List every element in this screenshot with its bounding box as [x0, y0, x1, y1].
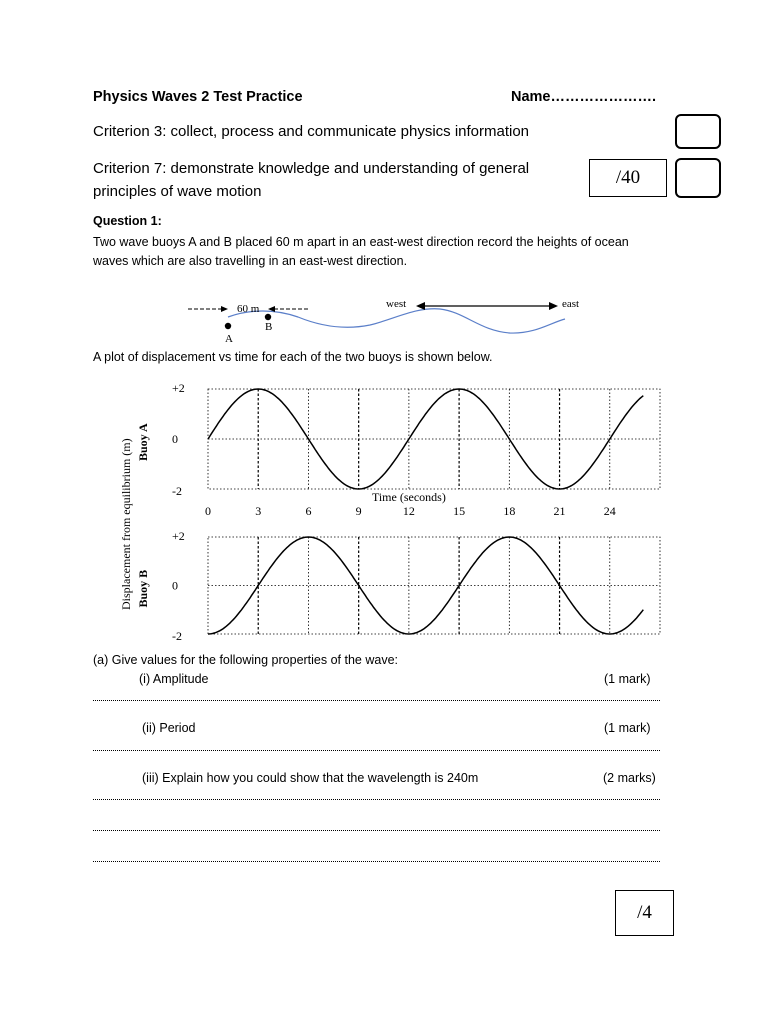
criterion-3-mark-box[interactable]: [675, 114, 721, 149]
buoy-a-y-label: Buoy A: [136, 423, 150, 461]
answer-line-period[interactable]: [93, 750, 660, 751]
answer-line-wavelength-1[interactable]: [93, 799, 660, 800]
part-a-score-box: /4: [615, 890, 674, 936]
distance-arrowhead-left: [221, 306, 228, 312]
buoy-b-y-tick-0: +2: [172, 529, 185, 543]
x-tick-12: 12: [402, 504, 415, 518]
part-a-prompt: (a) Give values for the following properties of the wave:: [93, 653, 399, 667]
question-1-intro: Two wave buoys A and B placed 60 m apart in an east-west direction record the heights of ocean waves which are also travelling in an east-west direction.: [93, 235, 629, 268]
name-field-label: Name………………….: [511, 89, 657, 105]
x-tick-21: 21: [553, 504, 566, 518]
part-a-iii-label: (iii) Explain how you could show that the wavelength is 240m: [142, 771, 479, 785]
buoy-b-y-tick-1: 0: [172, 578, 178, 593]
buoy-a-y-tick-1: 0: [172, 432, 178, 446]
part-a-ii-marks: (1 mark): [604, 721, 651, 735]
criterion-3-text: Criterion 3: collect, process and communicate physics information: [93, 123, 530, 140]
plot-caption: A plot of displacement vs time for each of the two buoys is shown below.: [93, 350, 493, 364]
answer-line-wavelength-3[interactable]: [93, 861, 660, 862]
ocean-wave-line: [228, 309, 565, 333]
buoy-b-marker: [265, 314, 271, 320]
x-tick-6: 6: [305, 504, 312, 518]
total-score-box: /40: [589, 159, 667, 197]
distance-label: 60 m: [237, 303, 260, 315]
page-title: Physics Waves 2 Test Practice: [93, 89, 303, 105]
buoy-a-y-tick-0: +2: [172, 381, 185, 395]
x-tick-3: 3: [255, 504, 262, 518]
buoy-a-marker: [225, 323, 231, 329]
buoy-b-y-label: Buoy B: [136, 569, 150, 608]
east-label: east: [562, 298, 580, 310]
part-a-i-marks: (1 mark): [604, 672, 651, 686]
answer-line-wavelength-2[interactable]: [93, 830, 660, 831]
shared-y-axis-label: Displacement from equilibrium (m): [119, 438, 133, 610]
part-a-iii-marks: (2 marks): [603, 771, 656, 785]
displacement-time-graphs: [100, 372, 680, 647]
question-1-heading: Question 1:: [93, 214, 162, 228]
x-tick-24: 24: [603, 504, 616, 518]
x-tick-9: 9: [355, 504, 362, 518]
criterion-7-mark-box[interactable]: [675, 158, 721, 198]
part-a-ii-label: (ii) Period: [142, 721, 196, 735]
east-arrowhead: [549, 302, 558, 310]
buoy-b-y-tick-2: -2: [172, 629, 182, 643]
x-tick-0: 0: [205, 504, 211, 518]
criterion-7-text: Criterion 7: demonstrate knowledge and understanding of general principles of wave motion: [93, 160, 530, 200]
buoy-b-label: B: [265, 321, 273, 333]
x-axis-label: Time (seconds): [371, 490, 446, 504]
part-a-i-label: (i) Amplitude: [139, 672, 209, 686]
buoy-diagram: [180, 295, 600, 350]
answer-line-amplitude[interactable]: [93, 700, 660, 701]
west-label: west: [386, 298, 407, 310]
x-tick-15: 15: [453, 504, 466, 518]
buoy-a-y-tick-2: -2: [172, 484, 182, 498]
buoy-a-label: A: [225, 333, 233, 345]
x-tick-18: 18: [503, 504, 516, 518]
west-arrowhead: [416, 302, 425, 310]
